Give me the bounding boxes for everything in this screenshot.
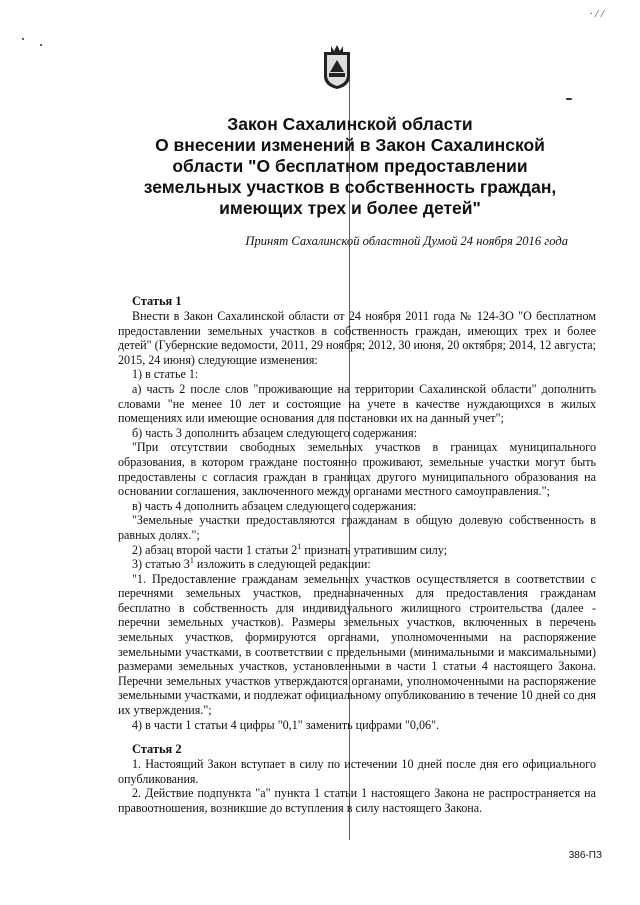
scan-speck bbox=[22, 38, 24, 40]
article-2-paragraph: 1. Настоящий Закон вступает в силу по истечении 10 дней после дня его официального опубликования. bbox=[118, 757, 596, 786]
law-title bbox=[80, 114, 620, 219]
title-line: Закон Сахалинской области bbox=[227, 114, 473, 134]
title-line: О внесении изменений в Закон Сахалинской bbox=[155, 135, 545, 155]
article-1-heading: Статья 1 bbox=[132, 294, 182, 308]
article-1-paragraph: "При отсутствии свободных земельных участков в границах муниципального образования, в котором граждане постоянно проживают, земельные участки могут быть предоставлены с согласия граждан в границах другого муниципального образования на основании соглашения, заключенного между органами местного самоуправления."; bbox=[118, 440, 596, 499]
article-1-item-2: 2) абзац второй части 1 статьи $2^1$ признать утратившим силу; bbox=[132, 541, 448, 557]
article-1-paragraph: в) часть 4 дополнить абзацем следующего содержания: bbox=[132, 498, 417, 513]
article-1-paragraph: Внести в Закон Сахалинской области от 24 ноября 2011 года № 124-ЗО "О бесплатном предоставлении земельных участков в собственность граждан, имеющих трех и более детей" (Губернские ведомости, 2011, 29 ноября; 2012, 30 июня, 20 октября; 2014, 12 августа; 2015, 24 июня) следующие изменения: bbox=[118, 309, 596, 367]
article-1-paragraph: б) часть 3 дополнить абзацем следующего содержания: bbox=[132, 425, 417, 440]
sakhalin-coat-of-arms-icon bbox=[322, 42, 352, 90]
article-1-paragraph: "Земельные участки предоставляются гражданам в общую долевую собственность в равных долях."; bbox=[118, 513, 596, 542]
article-2-paragraph: 2. Действие подпункта "а" пункта 1 статьи 1 настоящего Закона не распространяется на правоотношения, возникшие до вступления в силу настоящего Закона. bbox=[118, 786, 596, 815]
title-line: области "О бесплатном предоставлении bbox=[172, 156, 528, 176]
article-1-paragraph: а) часть 2 после слов "проживающие на территории Сахалинской области" дополнить словами "не менее 10 лет и состоящие на учете в качестве нуждающихся в жилых помещениях или имеющие основания для постановки их на данный учет"; bbox=[118, 381, 596, 426]
article-1-item-3-text: "1. Предоставление гражданам земельных участков осуществляется в соответствии с перечнями земельных участков, предназначенных для предоставления гражданам бесплатно в собственность для индивидуального жилищного строительства (далее - перечни земельных участков). Размеры земельных участков, включенных в перечень земельных участков, формируются органами, уполномоченными на распоряжение земельными участками, в соответствии с предельными (минимальными и максимальными) размерами земельных участков, установленными в части 1 статьи 4 настоящего Закона. Перечни земельных участков утверждаются органами, уполномоченными на распоряжение земельными участками, и подлежат официальному опубликованию в течение 10 дней со дня их утверждения."; bbox=[118, 571, 596, 718]
scan-speck bbox=[566, 98, 572, 100]
law-body bbox=[118, 294, 596, 816]
article-1-paragraph: 1) в статье 1: bbox=[132, 367, 199, 382]
scan-speck bbox=[40, 44, 42, 46]
title-line: земельных участков в собственность граждан, bbox=[143, 177, 557, 197]
article-1-item-3: 3) статью $3^1$ изложить в следующей редакции: bbox=[132, 556, 371, 572]
page-code: 386-ПЗ bbox=[568, 850, 602, 861]
title-line: имеющих трех и более детей" bbox=[219, 198, 481, 218]
adoption-note: Принят Сахалинской областной Думой 24 ноября 2016 года bbox=[245, 234, 568, 248]
article-2-heading: Статья 2 bbox=[132, 742, 182, 757]
article-1-item-4: 4) в части 1 статьи 4 цифры "0,1" заменить цифрами "0,06". bbox=[132, 717, 440, 732]
corner-mark: · / / bbox=[589, 8, 604, 20]
